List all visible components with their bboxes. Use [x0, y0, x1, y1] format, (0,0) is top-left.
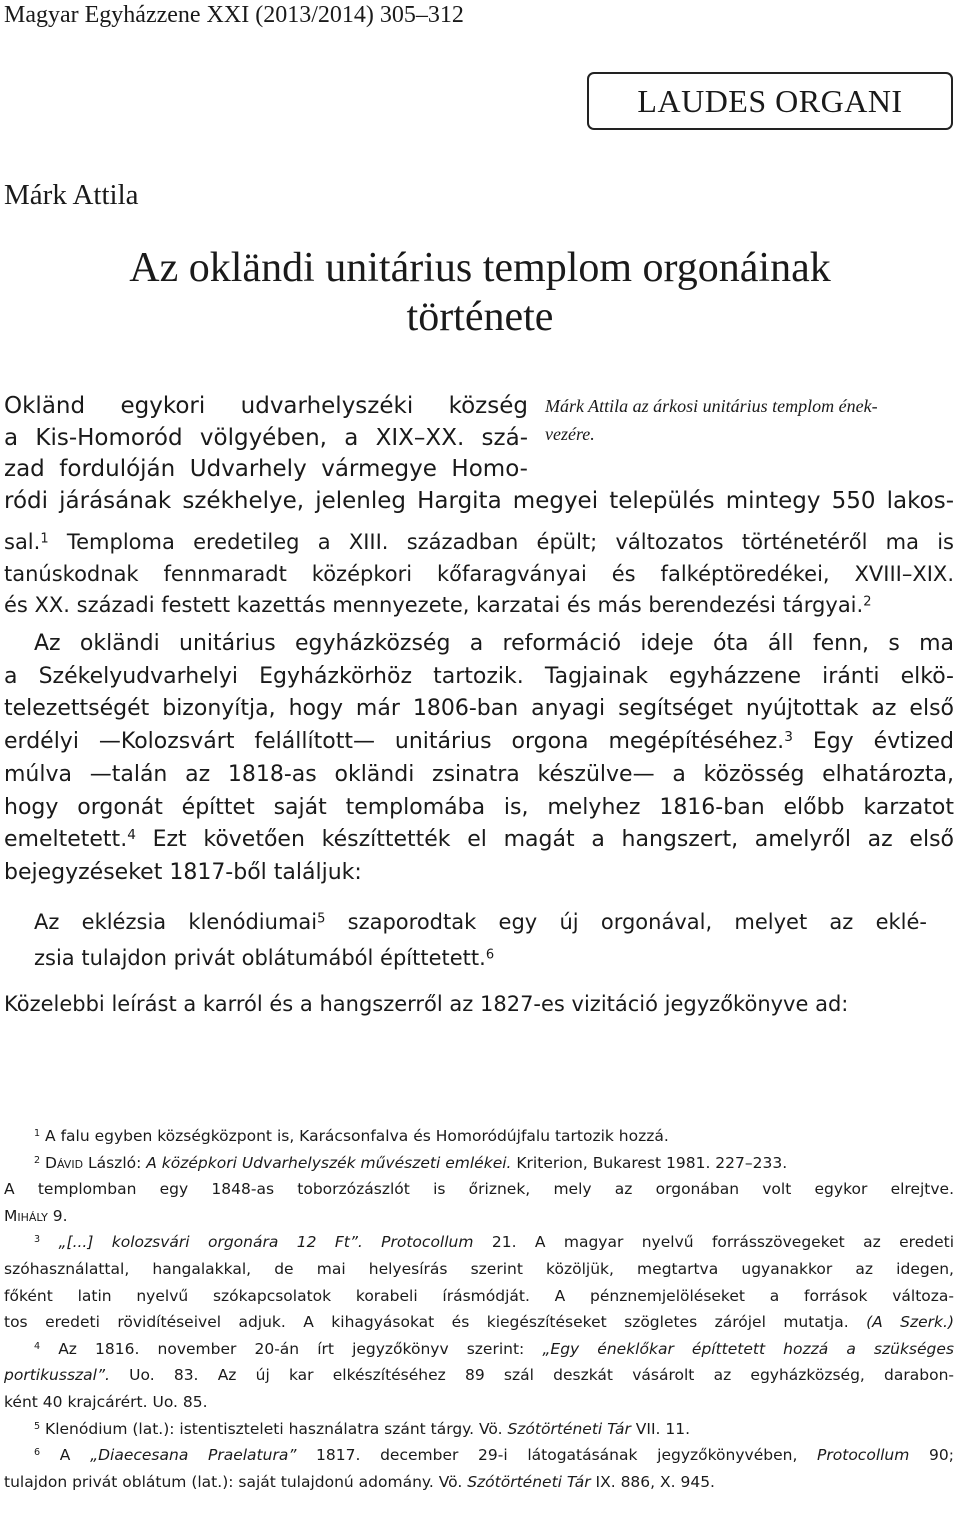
author-note-line: Márk Attila az árkosi unitárius templom ének- [545, 396, 878, 416]
footnote-3-cont: tos eredeti rövidítéseivel adjuk. A kihagyásokat és kiegészítéseket szögletes zárójel mutatja. (A Szerk.) [4, 1313, 954, 1332]
quote-line: Az eklézsia klenódiumai$^5$ szaporodtak egy új orgonával, melyet az eklé- [34, 910, 927, 934]
text-line: hogy orgonát építtet saját templomába is, melyhez 1816-ban előbb karzatot [4, 794, 954, 820]
footnote-2: $^2$ Dávid László: A középkori Udvarhelyszék művészeti emlékei. Kriterion, Bukarest 1981. 227–233. [34, 1153, 788, 1172]
footnote-ref[interactable]: 1 [40, 531, 49, 547]
text-line: a Kis-Homoród völgyében, a XIX–XX. szá- [4, 424, 528, 451]
footnote-3-cont: főként latin nyelvű szókapcsolatok korabeli írásmódját. A pénznemjelöléseket a források változa- [4, 1286, 954, 1305]
footnote-4-cont: portikusszal”. Uo. 83. Az új kar elkészítéséhez 89 szál deszkát vásárolt az egyházközség, darabon- [4, 1366, 954, 1385]
text-line: Közelebbi leírást a karról és a hangszerről az 1827-es vizitáció jegyzőkönyve ad: [4, 992, 849, 1016]
text-line: sal.$^1$ Temploma eredetileg a XIII. században épült; változatos történetéről ma is [4, 530, 954, 554]
footnote-4-cont: ként 40 krajcárért. Uo. 85. [4, 1392, 208, 1411]
footnote-5: $^5$ Klenódium (lat.): istentiszteleti használatra szánt tárgy. Vö. Szótörténeti Tár VII. 11. [34, 1419, 691, 1438]
text-line: emeltetett.$^4$ Ezt követően készíttették el magát a hangszert, amelyről az első [4, 827, 954, 853]
text-line: múlva —talán az 1818-as okländi zsinatra készülve— a közösség elhatározta, [4, 761, 954, 787]
text-line: bejegyzéseket 1817-ből találjuk: [4, 859, 362, 885]
block-quote [34, 904, 927, 976]
text-line: erdélyi —Kolozsvárt felállított— unitárius orgona megépítéséhez.$^3$ Egy évtized [4, 729, 954, 755]
footnote-3-cont: szóhasználattal, hangalakkal, de mai helyesírás szerint közöljük, megtartva ugyanakkor az idegen, [4, 1259, 954, 1278]
section-label-box [587, 72, 953, 130]
footnote-3: $^3$ „[...] kolozsvári orgonára 12 Ft”. Protocollum 21. A magyar nyelvű forrásszövegeket az eredeti [34, 1233, 955, 1252]
article-title-line: története [406, 294, 554, 340]
paragraph-description [4, 986, 954, 1022]
footnote-ref[interactable]: 2 [863, 594, 872, 610]
footnote-ref[interactable]: 4 [127, 827, 136, 844]
author-note-line: vezére. [545, 424, 595, 444]
paragraph-community [4, 628, 954, 890]
text-line: zad fordulóján Udvarhely vármegye Homo- [4, 456, 528, 482]
article-title [0, 244, 960, 342]
footnote-6-cont: tulajdon privát oblátum (lat.): saját tulajdonú adomány. Vö. Szótörténeti Tár IX. 886, X. 945. [4, 1472, 715, 1491]
section-label: LAUDES ORGANI [637, 83, 903, 119]
article-title-line: Az okländi unitárius templom orgonáinak [129, 245, 831, 291]
footnote-ref[interactable]: 5 [317, 911, 326, 927]
journal-citation: Magyar Egyházzene XXI (2013/2014) 305–312 [4, 2, 464, 28]
text-line: tanúskodnak fennmaradt középkori kőfaragványai és falképtöredékei, XVIII–XIX. [4, 561, 954, 586]
text-line: telezettségét bizonyítja, hogy már 1806-ban anyagi segítséget nyújtottak az első [4, 696, 954, 722]
text-line: és XX. századi festett kazettás mennyezete, karzatai és más berendezési tárgyai.$^2$ [4, 593, 872, 617]
footnote-ref[interactable]: 6 [485, 947, 495, 963]
text-line: a Székelyudvarhelyi Egyházkörhöz tartozik. Tagjainak egyházzene iránti elkö- [4, 663, 954, 689]
paragraph-intro [4, 391, 954, 517]
footnote-1: $^1$ A falu egyben községközpont is, Karácsonfalva és Homoródújfalu tartozik hozzá. [34, 1127, 669, 1145]
footnote-ref[interactable]: 3 [784, 729, 793, 746]
text-line: Az okländi unitárius egyházközség a reformáció ideje óta áll fenn, s ma [34, 631, 954, 656]
author-name: Márk Attila [4, 179, 139, 211]
quote-line: zsia tulajdon privát oblátumából építtetett.$^6$ [34, 946, 495, 970]
footnotes [4, 1123, 954, 1495]
text-line: ródi járásának székhelye, jelenleg Hargita megyei település mintegy 550 lakos- [4, 487, 954, 514]
paragraph-intro-cont [4, 527, 954, 622]
footnote-2-cont: A templomban egy 1848-as toborzózászlót is őriznek, mely az orgonában volt egykor elrejtve. [4, 1180, 954, 1199]
footnote-6: $^6$ A „Diaecesana Praelatura” 1817. december 29-i látogatásának jegyzőkönyvében, Protocollum 90; [34, 1446, 954, 1465]
footnote-4: $^4$ Az 1816. november 20-án írt jegyzőkönyv szerint: „Egy éneklőkar építtetett hozzá a szükséges [34, 1339, 954, 1358]
text-line: Okländ egykori udvarhelyszéki község [4, 393, 528, 419]
footnote-2-cont: Mihály 9. [4, 1206, 68, 1225]
